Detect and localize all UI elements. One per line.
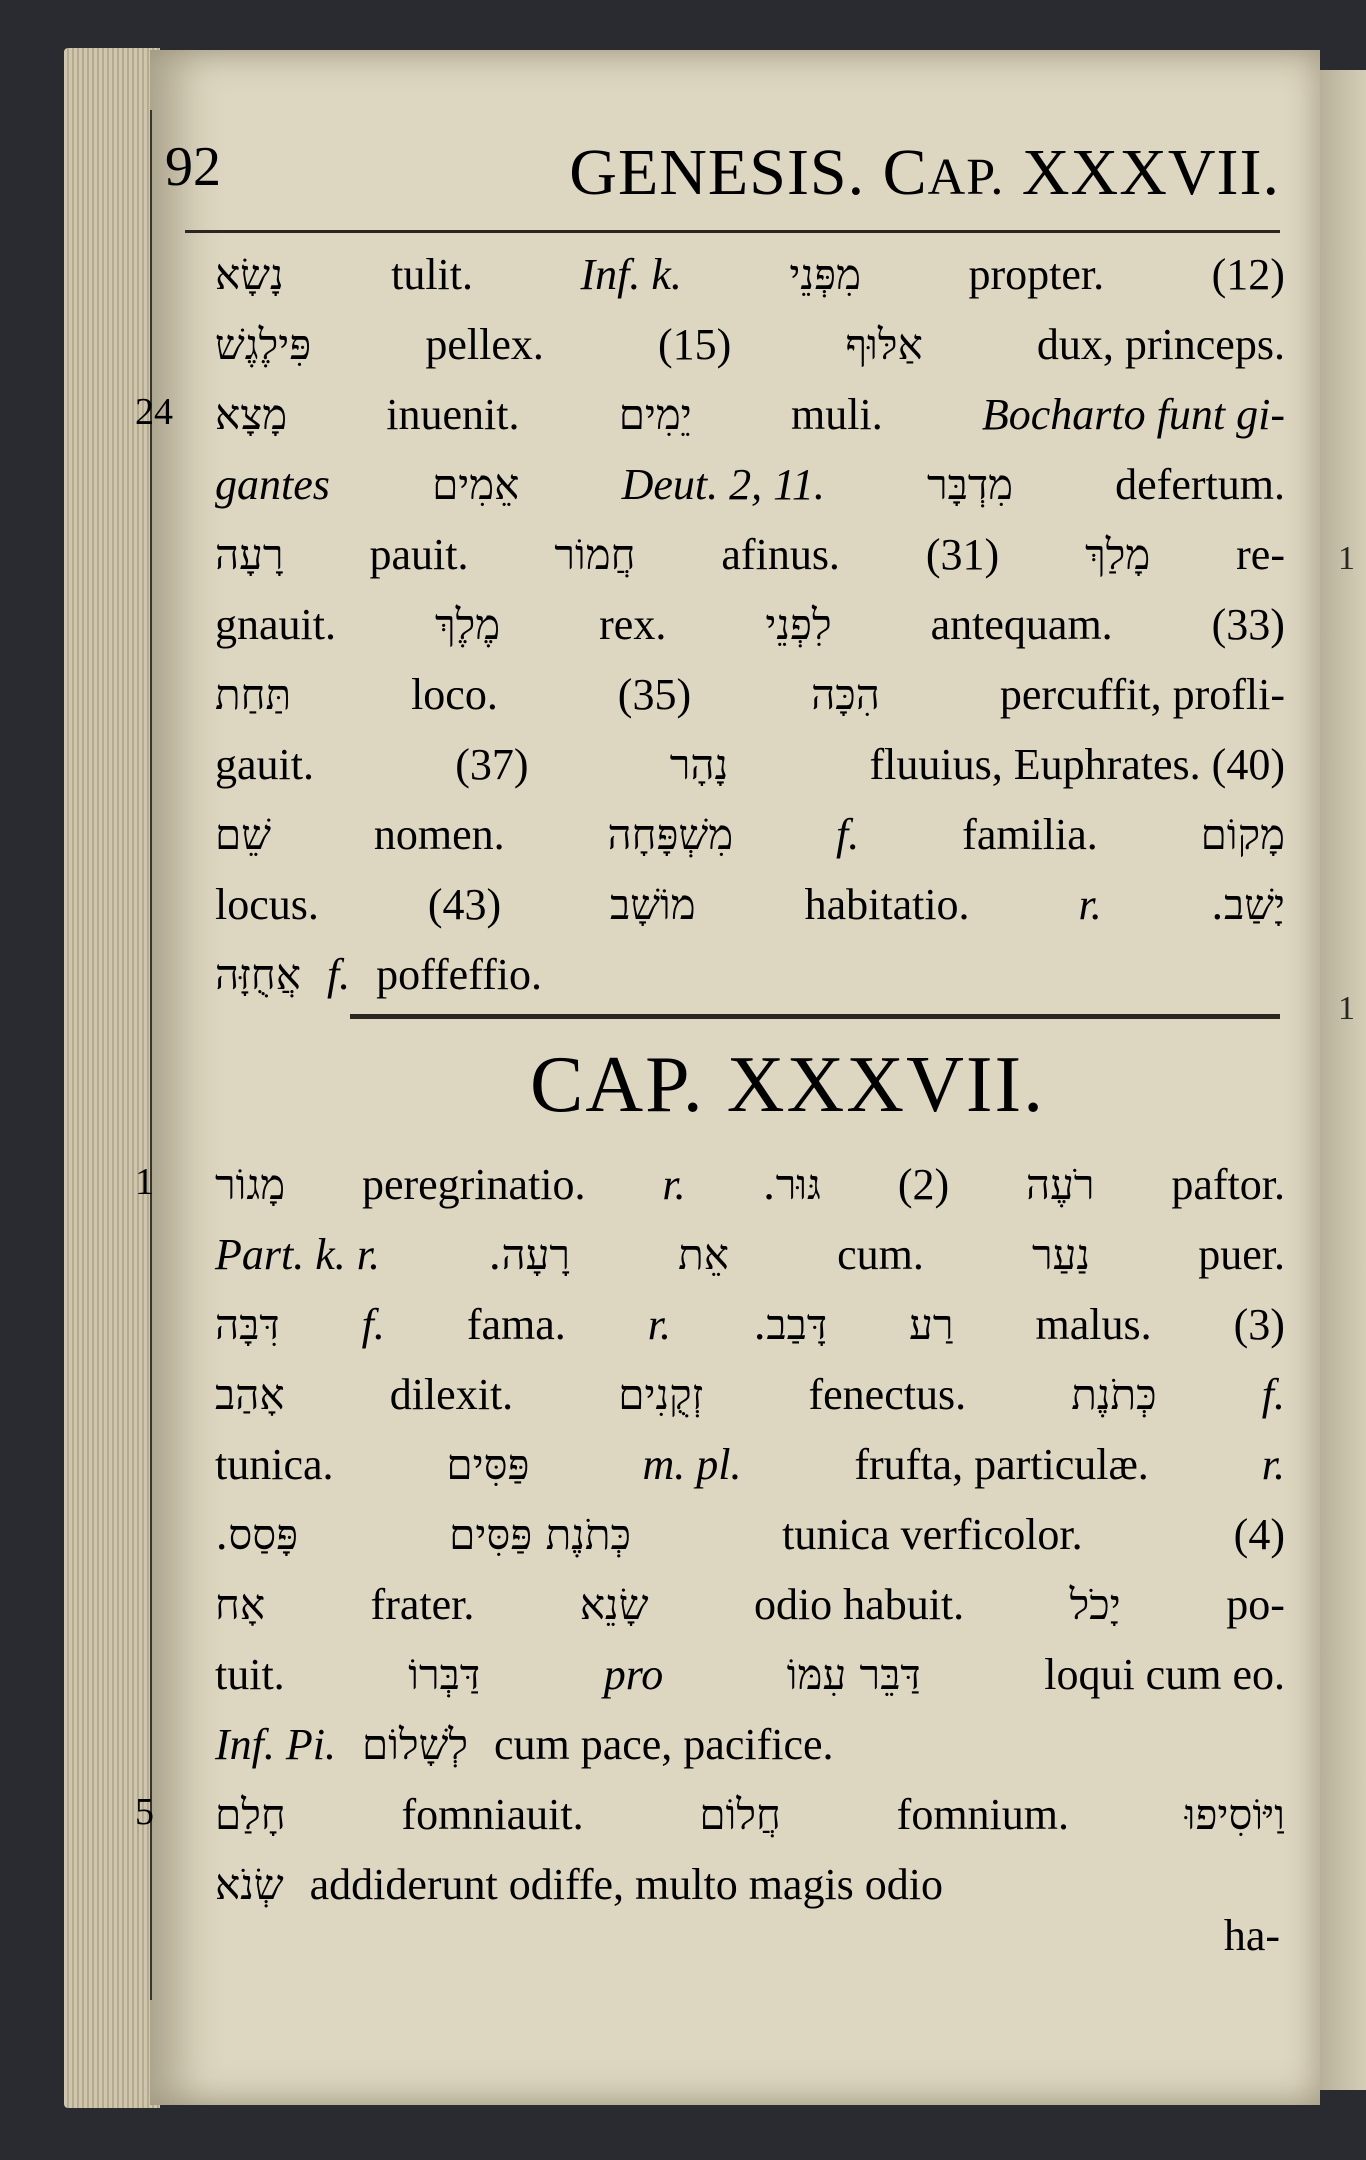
glossary-line [215,1640,1285,1710]
hebrew-term: מִדְבָּר [927,460,1013,509]
hebrew-term: מָקוֹם [1200,810,1285,859]
hebrew-term: נָשָׂא [215,250,284,299]
latin-gloss: fluuius, Euphrates. (40) [869,740,1285,789]
latin-gloss: gnauit. [215,600,336,649]
glossary-line [215,1360,1285,1430]
latin-gloss: (37) [455,740,529,789]
hebrew-term: אָח [215,1580,266,1629]
glossary-line [215,940,1285,1010]
hebrew-term: מִשְׁפָּחָה [607,810,734,859]
hebrew-term: נָהָר [669,740,729,789]
section-rule [350,1014,1280,1019]
running-header [165,95,1280,209]
cap-prefix: C [882,136,928,209]
latin-gloss: r. [647,1300,672,1349]
latin-gloss: r. [662,1160,686,1209]
latin-gloss: r. [1261,1440,1285,1489]
latin-gloss: familia. [962,810,1098,859]
latin-gloss: (15) [658,320,732,369]
glossary-line [215,380,1285,450]
hebrew-term: שֵׁם [215,810,271,859]
hebrew-term: תַּחַת [215,670,292,719]
verse-number: 5 [135,1791,154,1833]
hebrew-term: פִּילֶגֶשׁ [215,320,312,369]
hebrew-term: חֲלוֹם [699,1790,781,1839]
latin-gloss: tulit. [391,250,474,299]
hebrew-term: הִכָּה [811,670,880,719]
hebrew-term: חֲמוֹר [554,530,636,579]
latin-gloss: Bocharto funt gi- [981,390,1285,439]
chapter-glossary [215,1150,1285,1920]
page-number: 92 [165,136,221,198]
catchword: ha- [1223,1911,1280,1960]
hebrew-term: לִפְנֵי [765,600,832,649]
hebrew-term: שָׂנֵא [579,1580,649,1629]
latin-gloss: Inf. Pi. [215,1720,336,1769]
hebrew-term: מָגוֹר [215,1160,286,1209]
hebrew-term: אֵת [678,1230,729,1279]
hebrew-term: מִפְּנֵי [789,250,861,299]
latin-gloss: gantes [215,460,330,509]
glossary-line [215,730,1285,800]
glossary-line [215,1150,1285,1220]
glossary-line [215,240,1285,310]
facing-page-edge [1320,70,1366,2090]
latin-gloss: f. [836,810,860,859]
latin-gloss: r. [1078,880,1102,929]
glossary-line [215,450,1285,520]
latin-gloss: pauit. [369,530,469,579]
latin-gloss: addiderunt odiffe, multo magis odio [309,1860,944,1909]
latin-gloss: re- [1236,530,1285,579]
cap-small: AP. [927,149,1005,206]
latin-gloss: antequam. [930,600,1113,649]
latin-gloss: Deut. 2, 11. [621,460,825,509]
latin-gloss: Part. k. r. [215,1230,380,1279]
latin-gloss: habitatio. [804,880,970,929]
hebrew-term: יָשַׁב. [1210,880,1285,929]
hebrew-term: יֵמִים [618,390,692,439]
latin-gloss: pellex. [425,320,544,369]
latin-gloss: dilexit. [389,1370,514,1419]
verse-number: 24 [135,391,173,433]
latin-gloss: f. [1261,1370,1285,1419]
hebrew-term: דַּבֵּר עִמּוֹ [786,1650,921,1699]
latin-gloss: fama. [466,1300,566,1349]
latin-gloss: defertum. [1115,460,1285,509]
glossary-line [215,660,1285,730]
hebrew-term: כְּתֹנֶת פַּסִּים [449,1510,632,1559]
latin-gloss: odio habuit. [753,1580,965,1629]
hebrew-term: אַלּוּף [845,320,923,369]
chapter-heading: CAP. XXXVII. [530,1041,1046,1129]
glossary-line [215,1570,1285,1640]
hebrew-term: מָצָא [215,390,288,439]
hebrew-term: זְקֻנִים [618,1370,704,1419]
hebrew-term: יָכֹל [1069,1580,1121,1629]
glossary-line [215,1220,1285,1290]
latin-gloss: tunica. [215,1440,334,1489]
latin-gloss: dux, princeps. [1036,320,1285,369]
glossary-line [215,1290,1285,1360]
latin-gloss: fomniauit. [401,1790,584,1839]
facing-page-glyph: 1 [1338,990,1355,1027]
latin-gloss: f. [361,1300,385,1349]
glossary-line [215,310,1285,380]
glossary-line [215,870,1285,940]
glossary-line [215,520,1285,590]
hebrew-term: דַּבְּרוֹ [408,1650,481,1699]
latin-gloss: po- [1226,1580,1285,1629]
latin-gloss: percuffit, profli- [999,670,1285,719]
latin-gloss: paftor. [1171,1160,1285,1209]
facing-page-glyph: 1 [1338,540,1355,577]
latin-gloss: (33) [1211,600,1285,649]
latin-gloss: muli. [791,390,883,439]
glossary-line [215,1850,1285,1920]
previous-chapter-glossary [215,240,1285,1010]
latin-gloss: pro [603,1650,664,1699]
hebrew-term: רֹעֶה [1025,1160,1095,1209]
latin-gloss: frater. [370,1580,475,1629]
hebrew-term: כְּתֹנֶת [1071,1370,1157,1419]
hebrew-term: נַעַר [1032,1230,1091,1279]
latin-gloss: (4) [1233,1510,1285,1559]
hebrew-term: חָלַם [215,1790,286,1839]
latin-gloss: frufta, particulæ. [854,1440,1149,1489]
hebrew-term: פַּסִּים [446,1440,530,1489]
glossary-line [215,1430,1285,1500]
glossary-line [215,1500,1285,1570]
hebrew-term: רָעָה. [488,1230,571,1279]
hebrew-term: מוֹשָׁב [610,880,696,929]
hebrew-term: לְשָׁלוֹם [361,1720,468,1769]
hebrew-term: אֲחֻזָּה [215,950,301,999]
chapter-roman: XXXVII. [1021,136,1280,209]
latin-gloss: m. pl. [642,1440,742,1489]
glossary-line [215,590,1285,660]
hebrew-term: רָעָה [215,530,284,579]
latin-gloss: (43) [427,880,502,929]
latin-gloss: fomnium. [896,1790,1069,1839]
latin-gloss: cum. [837,1230,924,1279]
latin-gloss: inuenit. [386,390,520,439]
latin-gloss: cum pace, pacifice. [493,1720,834,1769]
hebrew-term: אֵמִים [432,460,520,509]
hebrew-term: מָלַךְ [1085,530,1151,579]
hebrew-term: מֶלֶךְ [434,600,501,649]
book-title: GENESIS. [569,136,866,209]
latin-gloss: loqui cum eo. [1044,1650,1285,1699]
latin-gloss: nomen. [373,810,505,859]
hebrew-term: אָהַב [215,1370,285,1419]
glossary-line [215,1710,1285,1780]
header-rule [185,230,1280,233]
latin-gloss: propter. [968,250,1105,299]
latin-gloss: (3) [1233,1300,1285,1349]
latin-gloss: poffeffio. [376,950,542,999]
latin-gloss: puer. [1198,1230,1285,1279]
latin-gloss: (35) [617,670,692,719]
latin-gloss: tunica verficolor. [782,1510,1083,1559]
latin-gloss: fenectus. [808,1370,967,1419]
latin-gloss: malus. [1035,1300,1152,1349]
latin-gloss: (31) [925,530,1000,579]
latin-gloss: tuit. [215,1650,285,1699]
hebrew-term: פָּסַס. [215,1510,299,1559]
glossary-line [215,1780,1285,1850]
latin-gloss: rex. [599,600,667,649]
running-title [569,135,1280,211]
glossary-line [215,800,1285,870]
verse-number: 1 [135,1161,154,1203]
latin-gloss: afinus. [721,530,840,579]
latin-gloss: (2) [897,1160,950,1209]
hebrew-term: שְׂנֹא [215,1860,284,1909]
latin-gloss: gauit. [215,740,314,789]
hebrew-term: דִּבָּה [215,1300,280,1349]
hebrew-term: וַיּוֹסִיפוּ [1184,1790,1285,1839]
latin-gloss: loco. [411,670,498,719]
latin-gloss: (12) [1211,250,1285,299]
hebrew-term: גּוּר. [762,1160,821,1209]
latin-gloss: peregrinatio. [361,1160,586,1209]
hebrew-term: דָּבַב. [753,1300,828,1349]
latin-gloss: Inf. k. [580,250,682,299]
latin-gloss: f. [326,950,351,999]
latin-gloss: locus. [215,880,319,929]
hebrew-term: רַע [909,1300,954,1349]
